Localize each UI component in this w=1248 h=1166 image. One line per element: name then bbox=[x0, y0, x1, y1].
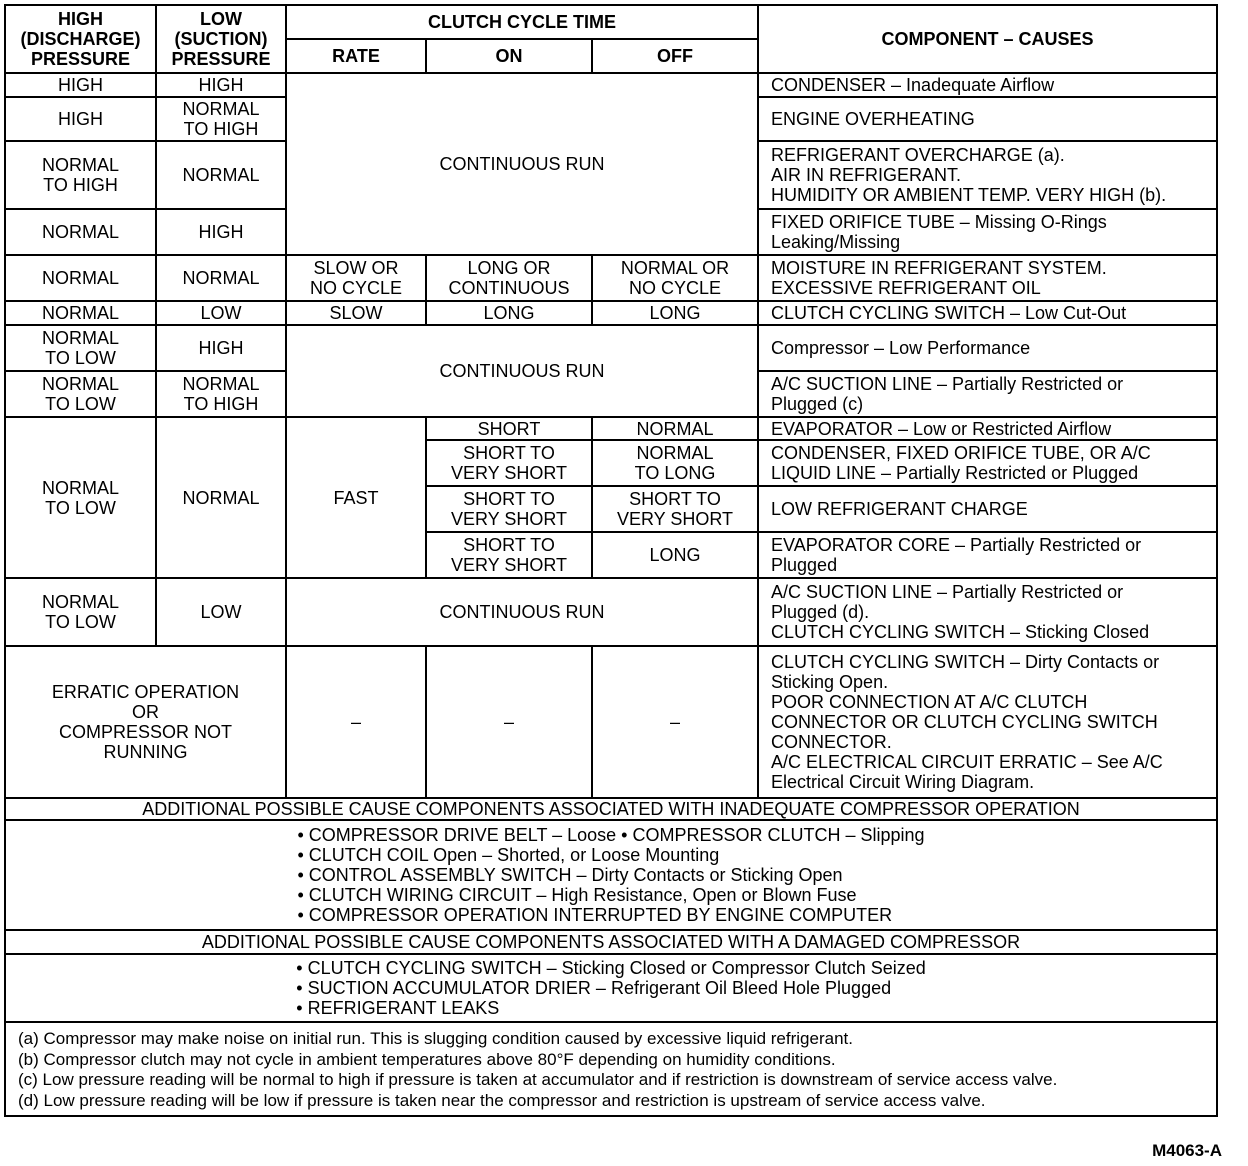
low-pressure-cell: NORMAL TO HIGH bbox=[156, 97, 286, 141]
low-pressure-cell: LOW bbox=[156, 578, 286, 646]
low-pressure-cell: HIGH bbox=[156, 73, 286, 97]
header-low-pressure: LOW (SUCTION) PRESSURE bbox=[156, 5, 286, 73]
footnote: (b) Compressor clutch may not cycle in ambient temperatures above 80°F depending on humidity conditions. bbox=[18, 1049, 836, 1069]
footnote: (c) Low pressure reading will be normal to high if pressure is taken at accumulator and if restriction is downstream of service access valve. bbox=[18, 1070, 1058, 1089]
additional-inadequate-list bbox=[5, 820, 1217, 930]
on-cell: SHORT TO VERY SHORT bbox=[426, 486, 592, 532]
low-pressure-cell: HIGH bbox=[156, 209, 286, 255]
high-pressure-cell: NORMAL TO LOW bbox=[5, 325, 156, 371]
list-item: • REFRIGERANT LEAKS bbox=[296, 998, 500, 1018]
rate-cell: – bbox=[286, 646, 426, 798]
continuous-run-cell: CONTINUOUS RUN bbox=[286, 325, 758, 417]
off-cell: NORMAL TO LONG bbox=[592, 440, 758, 486]
component-cause-cell: ENGINE OVERHEATING bbox=[758, 97, 1217, 141]
off-cell: NORMAL OR NO CYCLE bbox=[592, 255, 758, 301]
high-pressure-cell: NORMAL TO LOW bbox=[5, 578, 156, 646]
additional-inadequate-title: ADDITIONAL POSSIBLE CAUSE COMPONENTS ASSOCIATED WITH INADEQUATE COMPRESSOR OPERATION bbox=[5, 798, 1217, 820]
high-pressure-cell: NORMAL bbox=[5, 301, 156, 325]
list-item: • SUCTION ACCUMULATOR DRIER – Refrigerant Oil Bleed Hole Plugged bbox=[296, 978, 892, 998]
high-pressure-cell: NORMAL TO HIGH bbox=[5, 141, 156, 209]
figure-id: M4063-A bbox=[1152, 1141, 1222, 1160]
component-cause-cell: LOW REFRIGERANT CHARGE bbox=[758, 486, 1217, 532]
component-cause-cell: CLUTCH CYCLING SWITCH – Dirty Contacts or Sticking Open. POOR CONNECTION AT A/C CLUTCH CONNECTOR OR CLUTCH CYCLING SWITCH CONNECTOR. A/C ELECTRICAL CIRCUIT ERRATIC – See A/C Electrical Circuit Wiring Diagram. bbox=[758, 646, 1217, 798]
component-cause-cell: MOISTURE IN REFRIGERANT SYSTEM. EXCESSIVE REFRIGERANT OIL bbox=[758, 255, 1217, 301]
component-cause-cell: CLUTCH CYCLING SWITCH – Low Cut-Out bbox=[758, 301, 1217, 325]
additional-damaged-list bbox=[5, 954, 1217, 1022]
erratic-operation-cell: ERRATIC OPERATION OR COMPRESSOR NOT RUNNING bbox=[5, 646, 286, 798]
on-cell: SHORT TO VERY SHORT bbox=[426, 440, 592, 486]
on-cell: LONG bbox=[426, 301, 592, 325]
header-on: ON bbox=[426, 39, 592, 73]
list-item: • CLUTCH CYCLING SWITCH – Sticking Closed or Compressor Clutch Seized bbox=[296, 958, 926, 978]
rate-cell: FAST bbox=[286, 417, 426, 578]
component-cause-cell: Compressor – Low Performance bbox=[758, 325, 1217, 371]
low-pressure-cell: NORMAL bbox=[156, 141, 286, 209]
low-pressure-cell: NORMAL TO HIGH bbox=[156, 371, 286, 417]
ac-diagnosis-table bbox=[4, 4, 1218, 1117]
list-item: • CLUTCH WIRING CIRCUIT – High Resistance, Open or Blown Fuse bbox=[297, 885, 857, 905]
off-cell: SHORT TO VERY SHORT bbox=[592, 486, 758, 532]
high-pressure-cell: NORMAL TO LOW bbox=[5, 417, 156, 578]
off-cell: LONG bbox=[592, 532, 758, 578]
high-pressure-cell: HIGH bbox=[5, 97, 156, 141]
component-cause-cell: CONDENSER – Inadequate Airflow bbox=[758, 73, 1217, 97]
off-cell: NORMAL bbox=[592, 417, 758, 440]
footnote: (d) Low pressure reading will be low if pressure is taken near the compressor and restriction is upstream of service access valve. bbox=[18, 1090, 986, 1110]
list-item: • COMPRESSOR DRIVE BELT – Loose • COMPRESSOR CLUTCH – Slipping bbox=[297, 825, 925, 845]
high-pressure-cell: HIGH bbox=[5, 73, 156, 97]
footnotes bbox=[5, 1022, 1217, 1116]
high-pressure-cell: NORMAL bbox=[5, 255, 156, 301]
list-item: • CLUTCH COIL Open – Shorted, or Loose Mounting bbox=[297, 845, 720, 865]
low-pressure-cell: NORMAL bbox=[156, 255, 286, 301]
component-cause-cell: A/C SUCTION LINE – Partially Restricted or Plugged (c) bbox=[758, 371, 1217, 417]
header-clutch-cycle-time: CLUTCH CYCLE TIME bbox=[286, 5, 758, 39]
header-high-pressure: HIGH (DISCHARGE) PRESSURE bbox=[5, 5, 156, 73]
component-cause-cell: EVAPORATOR – Low or Restricted Airflow bbox=[758, 417, 1217, 440]
component-cause-cell: EVAPORATOR CORE – Partially Restricted or Plugged bbox=[758, 532, 1217, 578]
rate-cell: SLOW OR NO CYCLE bbox=[286, 255, 426, 301]
low-pressure-cell: NORMAL bbox=[156, 417, 286, 578]
continuous-run-cell: CONTINUOUS RUN bbox=[286, 73, 758, 255]
on-cell: SHORT TO VERY SHORT bbox=[426, 532, 592, 578]
additional-damaged-title: ADDITIONAL POSSIBLE CAUSE COMPONENTS ASSOCIATED WITH A DAMAGED COMPRESSOR bbox=[5, 930, 1217, 954]
header-component-causes: COMPONENT – CAUSES bbox=[758, 5, 1217, 73]
list-item: • CONTROL ASSEMBLY SWITCH – Dirty Contacts or Sticking Open bbox=[297, 865, 843, 885]
component-cause-cell: A/C SUCTION LINE – Partially Restricted or Plugged (d). CLUTCH CYCLING SWITCH – Sticking Closed bbox=[758, 578, 1217, 646]
component-cause-cell: FIXED ORIFICE TUBE – Missing O-Rings Leaking/Missing bbox=[758, 209, 1217, 255]
off-cell: – bbox=[592, 646, 758, 798]
header-rate: RATE bbox=[286, 39, 426, 73]
rate-cell: SLOW bbox=[286, 301, 426, 325]
footnote: (a) Compressor may make noise on initial run. This is slugging condition caused by excessive liquid refrigerant. bbox=[18, 1029, 853, 1048]
on-cell: LONG OR CONTINUOUS bbox=[426, 255, 592, 301]
continuous-run-cell: CONTINUOUS RUN bbox=[286, 578, 758, 646]
high-pressure-cell: NORMAL bbox=[5, 209, 156, 255]
diagnostic-table-container bbox=[4, 4, 1216, 1117]
header-off: OFF bbox=[592, 39, 758, 73]
list-item: • COMPRESSOR OPERATION INTERRUPTED BY ENGINE COMPUTER bbox=[297, 905, 893, 925]
off-cell: LONG bbox=[592, 301, 758, 325]
low-pressure-cell: HIGH bbox=[156, 325, 286, 371]
component-cause-cell: CONDENSER, FIXED ORIFICE TUBE, OR A/C LIQUID LINE – Partially Restricted or Plugged bbox=[758, 440, 1217, 486]
on-cell: SHORT bbox=[426, 417, 592, 440]
low-pressure-cell: LOW bbox=[156, 301, 286, 325]
high-pressure-cell: NORMAL TO LOW bbox=[5, 371, 156, 417]
on-cell: – bbox=[426, 646, 592, 798]
component-cause-cell: REFRIGERANT OVERCHARGE (a). AIR IN REFRIGERANT. HUMIDITY OR AMBIENT TEMP. VERY HIGH (b). bbox=[758, 141, 1217, 209]
